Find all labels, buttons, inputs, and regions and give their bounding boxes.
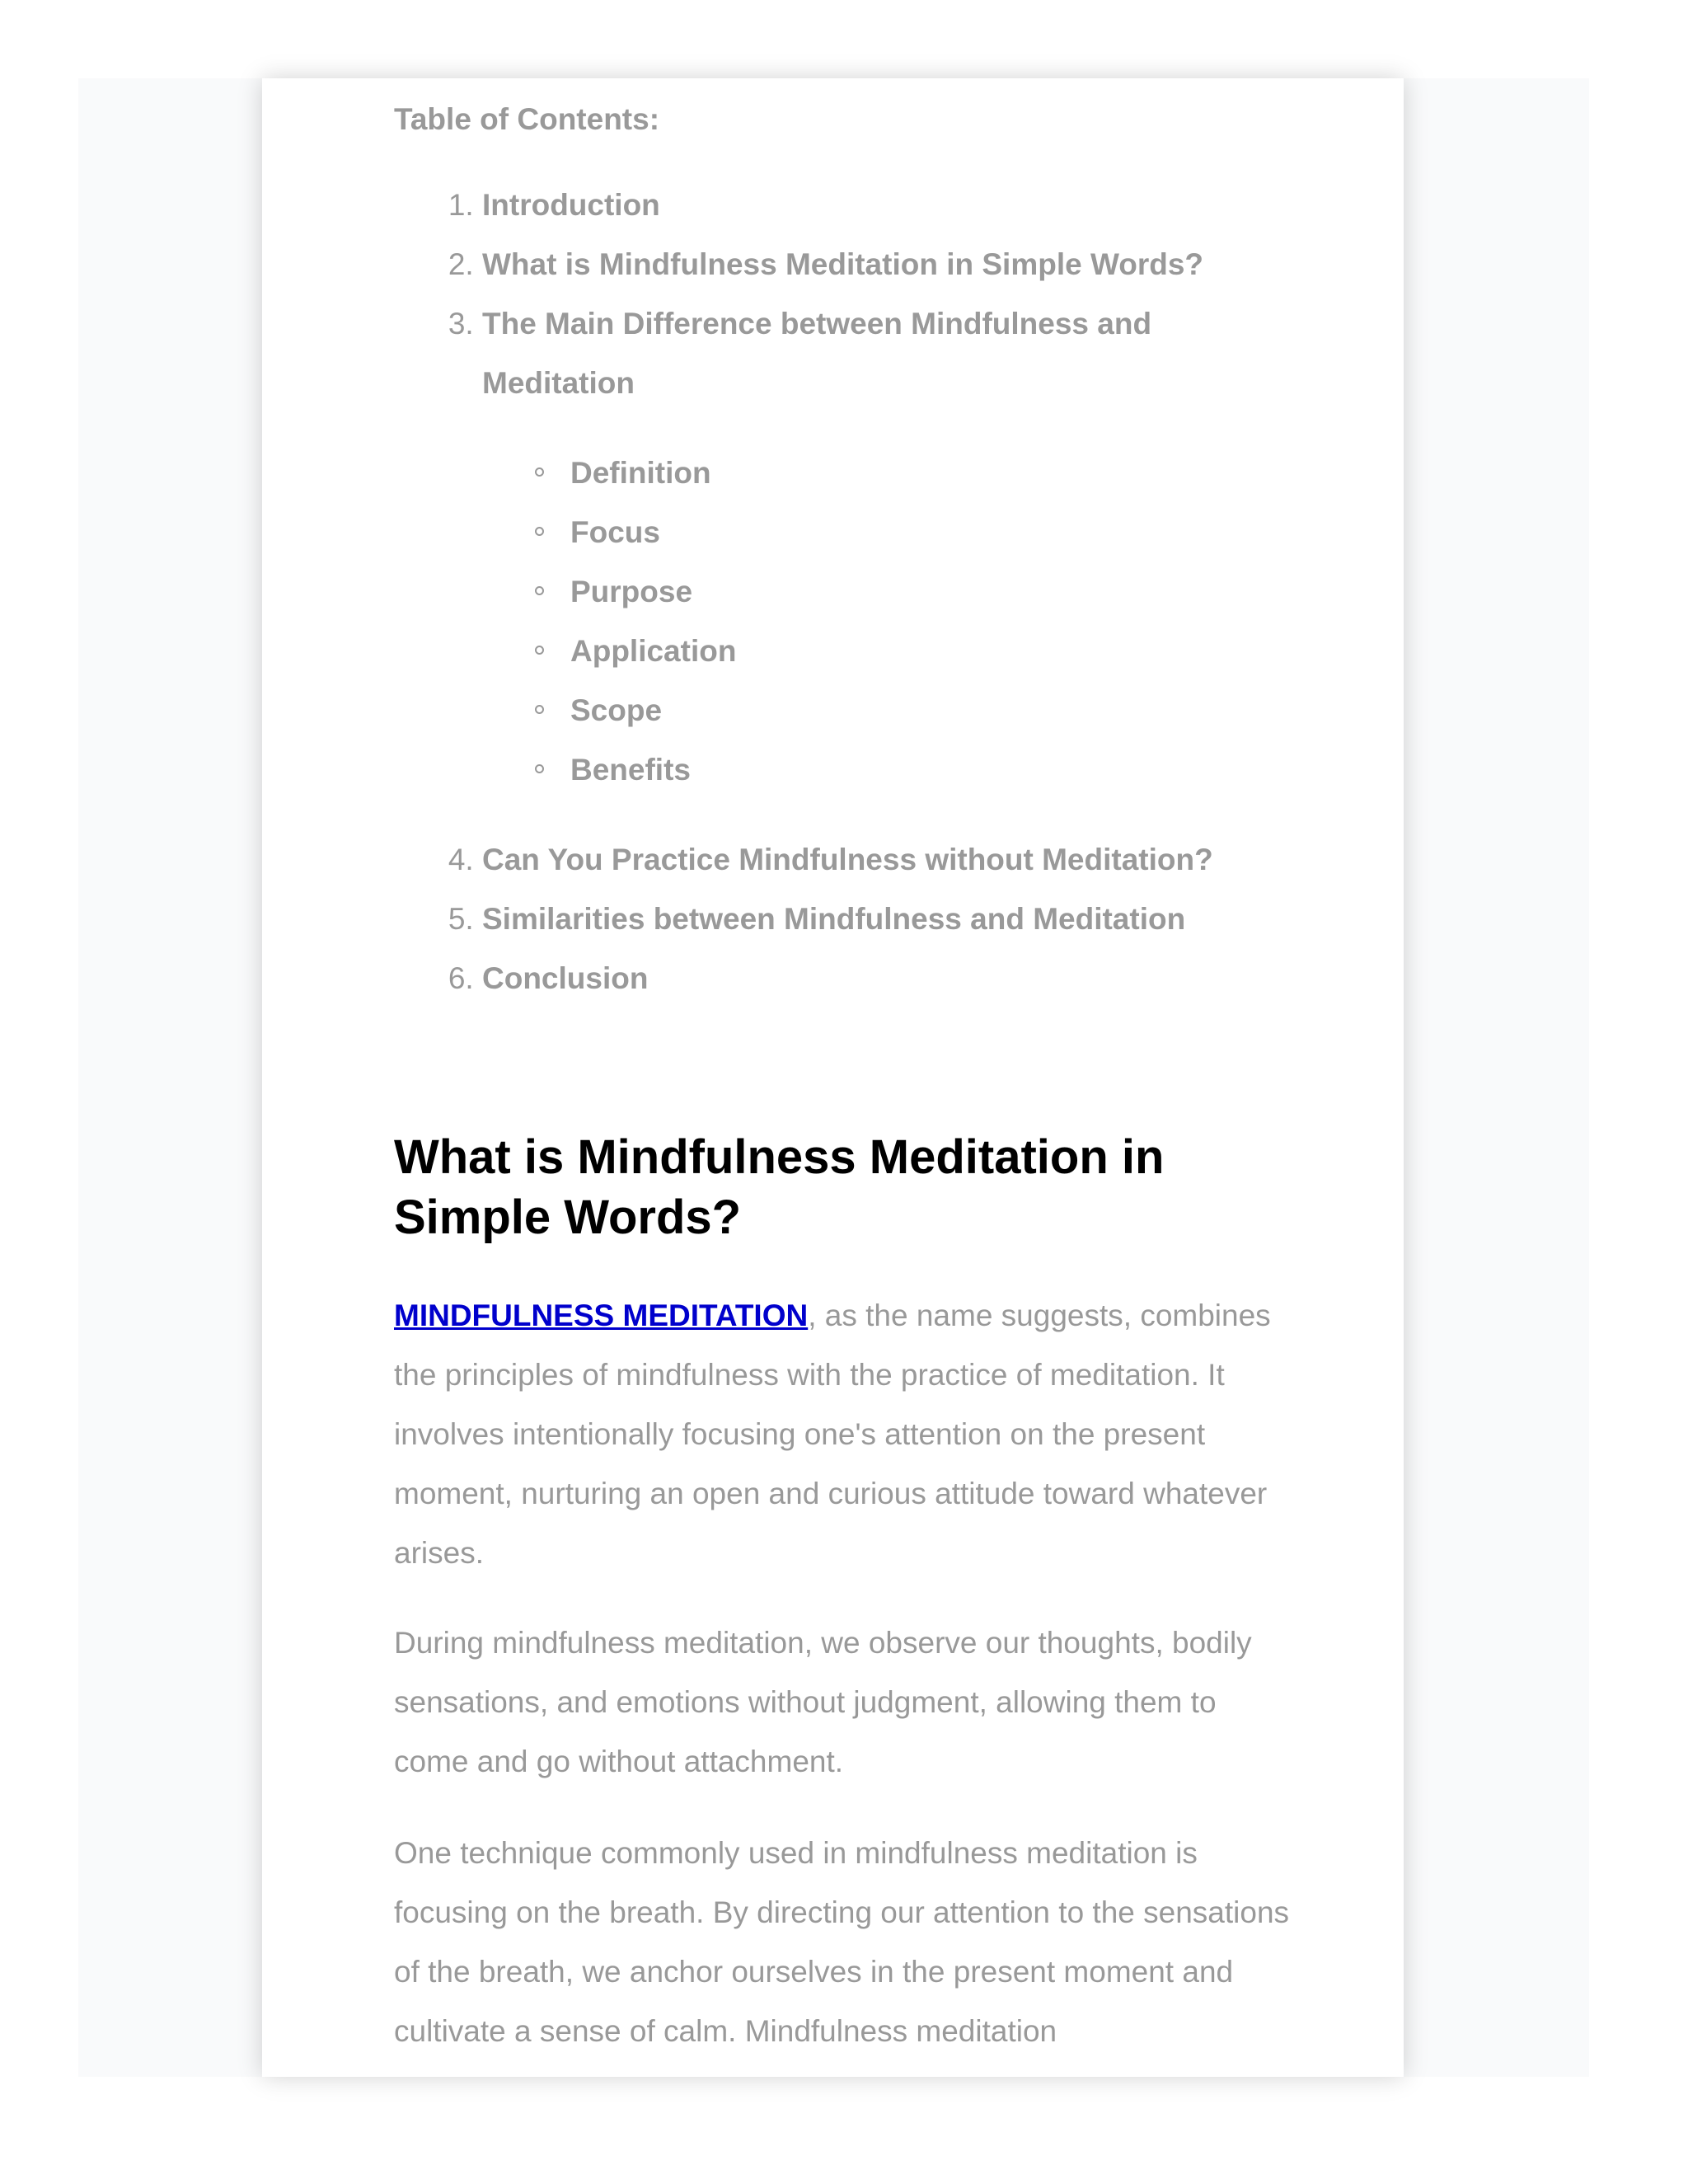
toc-subitem-label: Benefits <box>570 753 691 787</box>
circle-bullet-icon <box>535 586 544 595</box>
toc-subitems <box>482 444 1292 800</box>
toc-item-what-is-mindfulness[interactable] <box>482 235 1292 294</box>
paragraph-2: During mindfulness meditation, we observe our thoughts, bodily sensations, and emotions without judgment, allowing them to come and go without attachment. <box>394 1626 1252 1778</box>
circle-bullet-icon <box>535 764 544 773</box>
toc-subitem-label: Application <box>570 634 737 668</box>
toc-item-practice-without-meditation[interactable] <box>482 830 1292 890</box>
toc-subitem-label: Focus <box>570 515 660 549</box>
toc-item-label: Similarities between Mindfulness and Meditation <box>482 902 1186 936</box>
toc-subitem-definition[interactable] <box>570 444 1292 503</box>
toc-subitem-label: Scope <box>570 693 663 727</box>
circle-bullet-icon <box>535 527 544 536</box>
circle-bullet-icon <box>535 467 544 477</box>
toc-heading: Table of Contents: <box>394 102 660 136</box>
paragraph-3: One technique commonly used in mindfulness meditation is focusing on the breath. By directing our attention to the sensations of the breath, we anchor ourselves in the present moment and cultivate a sense of calm. Mindfulness meditation <box>394 1836 1290 2048</box>
toc-subitem-label: Purpose <box>570 575 693 608</box>
toc-item-similarities[interactable] <box>482 890 1292 949</box>
section-title: What is Mindfulness Meditation in Simple Words? <box>394 1130 1165 1244</box>
toc-subitem-focus[interactable] <box>570 503 1292 562</box>
toc-item-label: Can You Practice Mindfulness without Meditation? <box>482 843 1213 876</box>
toc-item-label: The Main Difference between Mindfulness and Meditation <box>482 307 1152 400</box>
toc-item-main-difference[interactable] <box>482 294 1292 800</box>
toc-subitem-application[interactable] <box>570 622 1292 681</box>
toc-subitem-scope[interactable] <box>570 681 1292 740</box>
paragraph-1 <box>394 1286 1292 1583</box>
circle-bullet-icon <box>535 705 544 714</box>
toc-item-conclusion[interactable] <box>482 949 1292 1008</box>
toc-subitem-label: Definition <box>570 456 711 490</box>
toc-item-introduction[interactable] <box>482 176 1292 235</box>
toc-item-label: What is Mindfulness Meditation in Simple Words? <box>482 247 1204 281</box>
toc-subitem-benefits[interactable] <box>570 740 1292 800</box>
paragraph-1-text: , as the name suggests, combines the principles of mindfulness with the practice of meditation. It involves intentionally focusing one's attention on the present moment, nurturing an open and curious attitude toward whatever arises. <box>394 1299 1271 1570</box>
table-of-contents <box>394 176 1292 1008</box>
toc-item-label: Conclusion <box>482 961 649 995</box>
circle-bullet-icon <box>535 646 544 655</box>
mindfulness-meditation-link[interactable]: MINDFULNESS MEDITATION <box>394 1299 809 1332</box>
toc-item-label: Introduction <box>482 188 660 222</box>
toc-subitem-purpose[interactable] <box>570 562 1292 622</box>
